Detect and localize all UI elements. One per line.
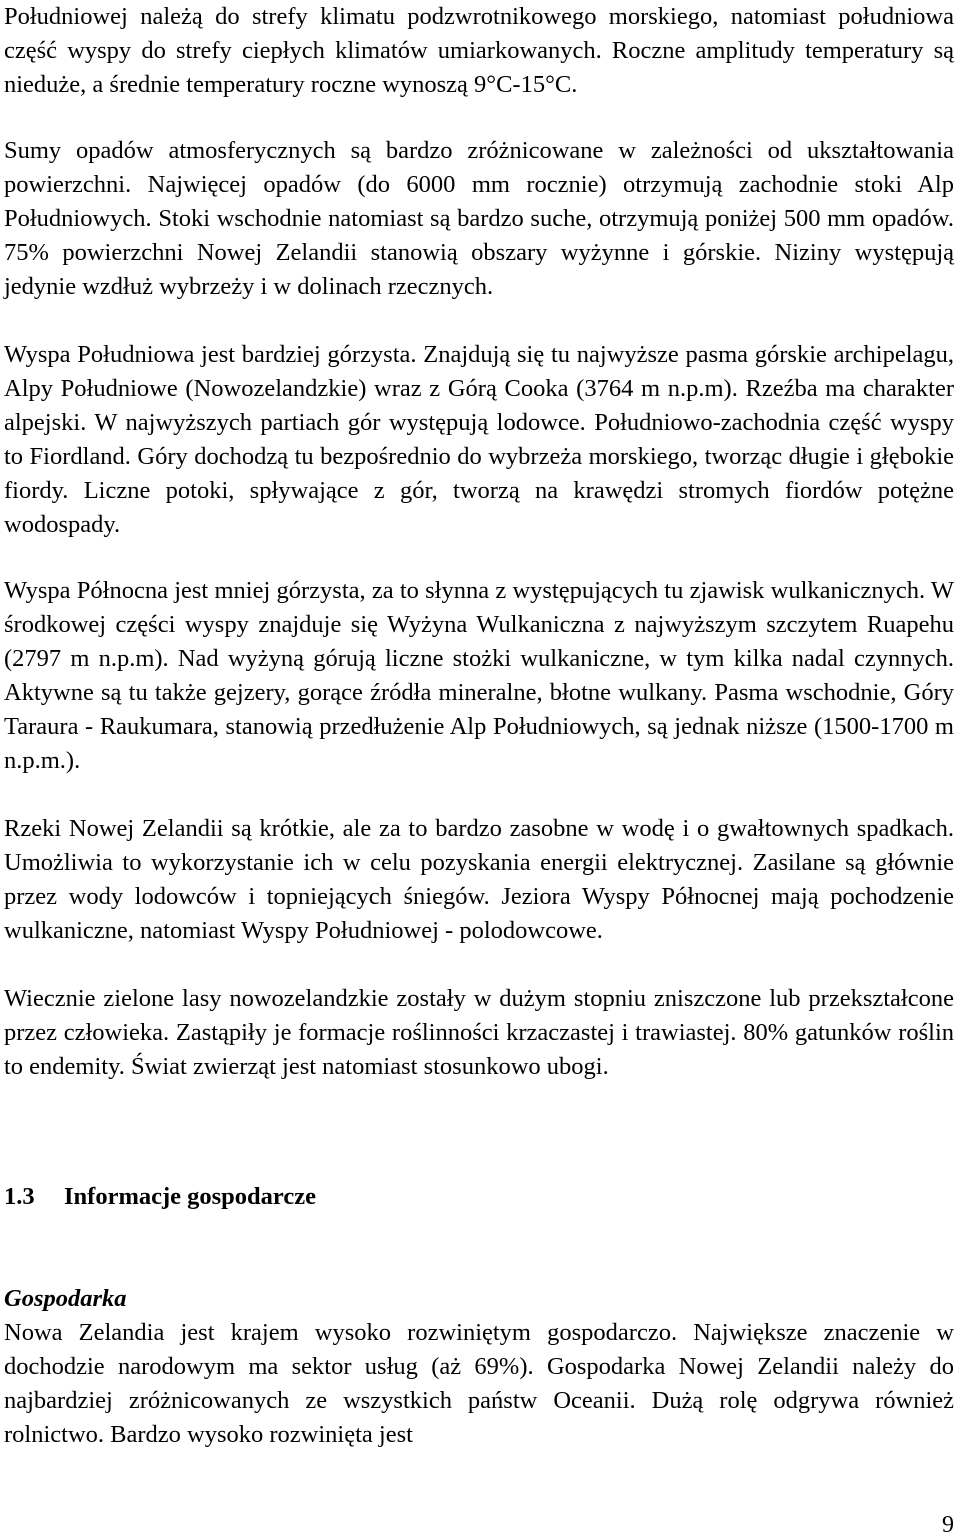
paragraph-rivers: Rzeki Nowej Zelandii są krótkie, ale za to bardzo zasobne w wodę i o gwałtownych spadkach. Umożliwia to wykorzystanie ich w celu pozyskania energii elektrycznej. Zasilane są głównie przez wody lodowców i topniejących śniegów. Jeziora Wyspy Północnej mają pochodzenie wulkaniczne, natomiast Wyspy Południowej - polodowcowe. bbox=[4, 815, 954, 944]
paragraph-south-island: Wyspa Południowa jest bardziej górzysta. Znajdują się tu najwyższe pasma górskie archipelagu, Alpy Południowe (Nowozelandzkie) wraz z Górą Cooka (3764 m n.p.m). Rzeźba ma charakter alpejski. W najwyższych partiach gór występują lodowce. Południowo-zachodnia część wyspy to Fiordland. Góry dochodzą tu bezpośrednio do wybrzeża morskiego, tworząc długie i głębokie fiordy. Liczne potoki, spływające z gór, tworzą na krawędzi stromych fiordów potężne wodospady. bbox=[4, 341, 954, 538]
paragraph-economy: Nowa Zelandia jest krajem wysoko rozwiniętym gospodarczo. Największe znaczenie w dochodzie narodowym ma sektor usług (aż 69%). Gospodarka Nowej Zelandii należy do najbardziej zróżnicowanych ze wszystkich państw Oceanii. Dużą rolę odgrywa również rolnictwo. Bardzo wysoko rozwinięta jest bbox=[4, 1319, 954, 1448]
page-number: 9 bbox=[942, 1512, 954, 1538]
section-number: 1.3 bbox=[4, 1183, 35, 1210]
paragraph-climate: Południowej należą do strefy klimatu podzwrotnikowego morskiego, natomiast południowa część wyspy do strefy ciepłych klimatów umiarkowanych. Roczne amplitudy temperatury są niedużе, a średnie temperatury roczne wynoszą 9°C-15°C. bbox=[4, 3, 954, 98]
section-heading bbox=[4, 1180, 316, 1214]
paragraph-precipitation: Sumy opadów atmosferycznych są bardzo zróżnicowane w zależności od ukształtowania powierzchni. Najwięcej opadów (do 6000 mm rocznie) otrzymują zachodnie stoki Alp Południowych. Stoki wschodnie natomiast są bardzo suche, otrzymują poniżej 500 mm opadów. 75% powierzchni Nowej Zelandii stanowią obszary wyżynne i górskie. Niziny występują jedynie wzdłuż wybrzeży i w dolinach rzecznych. bbox=[4, 137, 954, 300]
subsection-heading: Gospodarka bbox=[4, 1285, 127, 1312]
paragraph-north-island: Wyspa Północna jest mniej górzysta, za to słynna z występujących tu zjawisk wulkanicznych. W środkowej części wyspy znajduje się Wyżyna Wulkaniczna z najwyższym szczytem Ruapehu (2797 m n.p.m). Nad wyżyną górują liczne stożki wulkaniczne, w tym kilka nadal czynnych. Aktywne są tu także gejzery, gorące źródła mineralne, błotne wulkany. Pasma wschodnie, Góry Taraura - Raukumara, stanowią przedłużenie Alp Południowych, są jednak niższe (1500-1700 m n.p.m.). bbox=[4, 577, 954, 774]
section-title: Informacje gospodarcze bbox=[64, 1183, 316, 1210]
paragraph-forests: Wiecznie zielone lasy nowozelandzkie zostały w dużym stopniu zniszczone lub przekształcone przez człowieka. Zastąpiły je formacje roślinności krzaczastej i trawiastej. 80% gatunków roślin to endemity. Świat zwierząt jest natomiast stosunkowo ubogi. bbox=[4, 985, 954, 1080]
